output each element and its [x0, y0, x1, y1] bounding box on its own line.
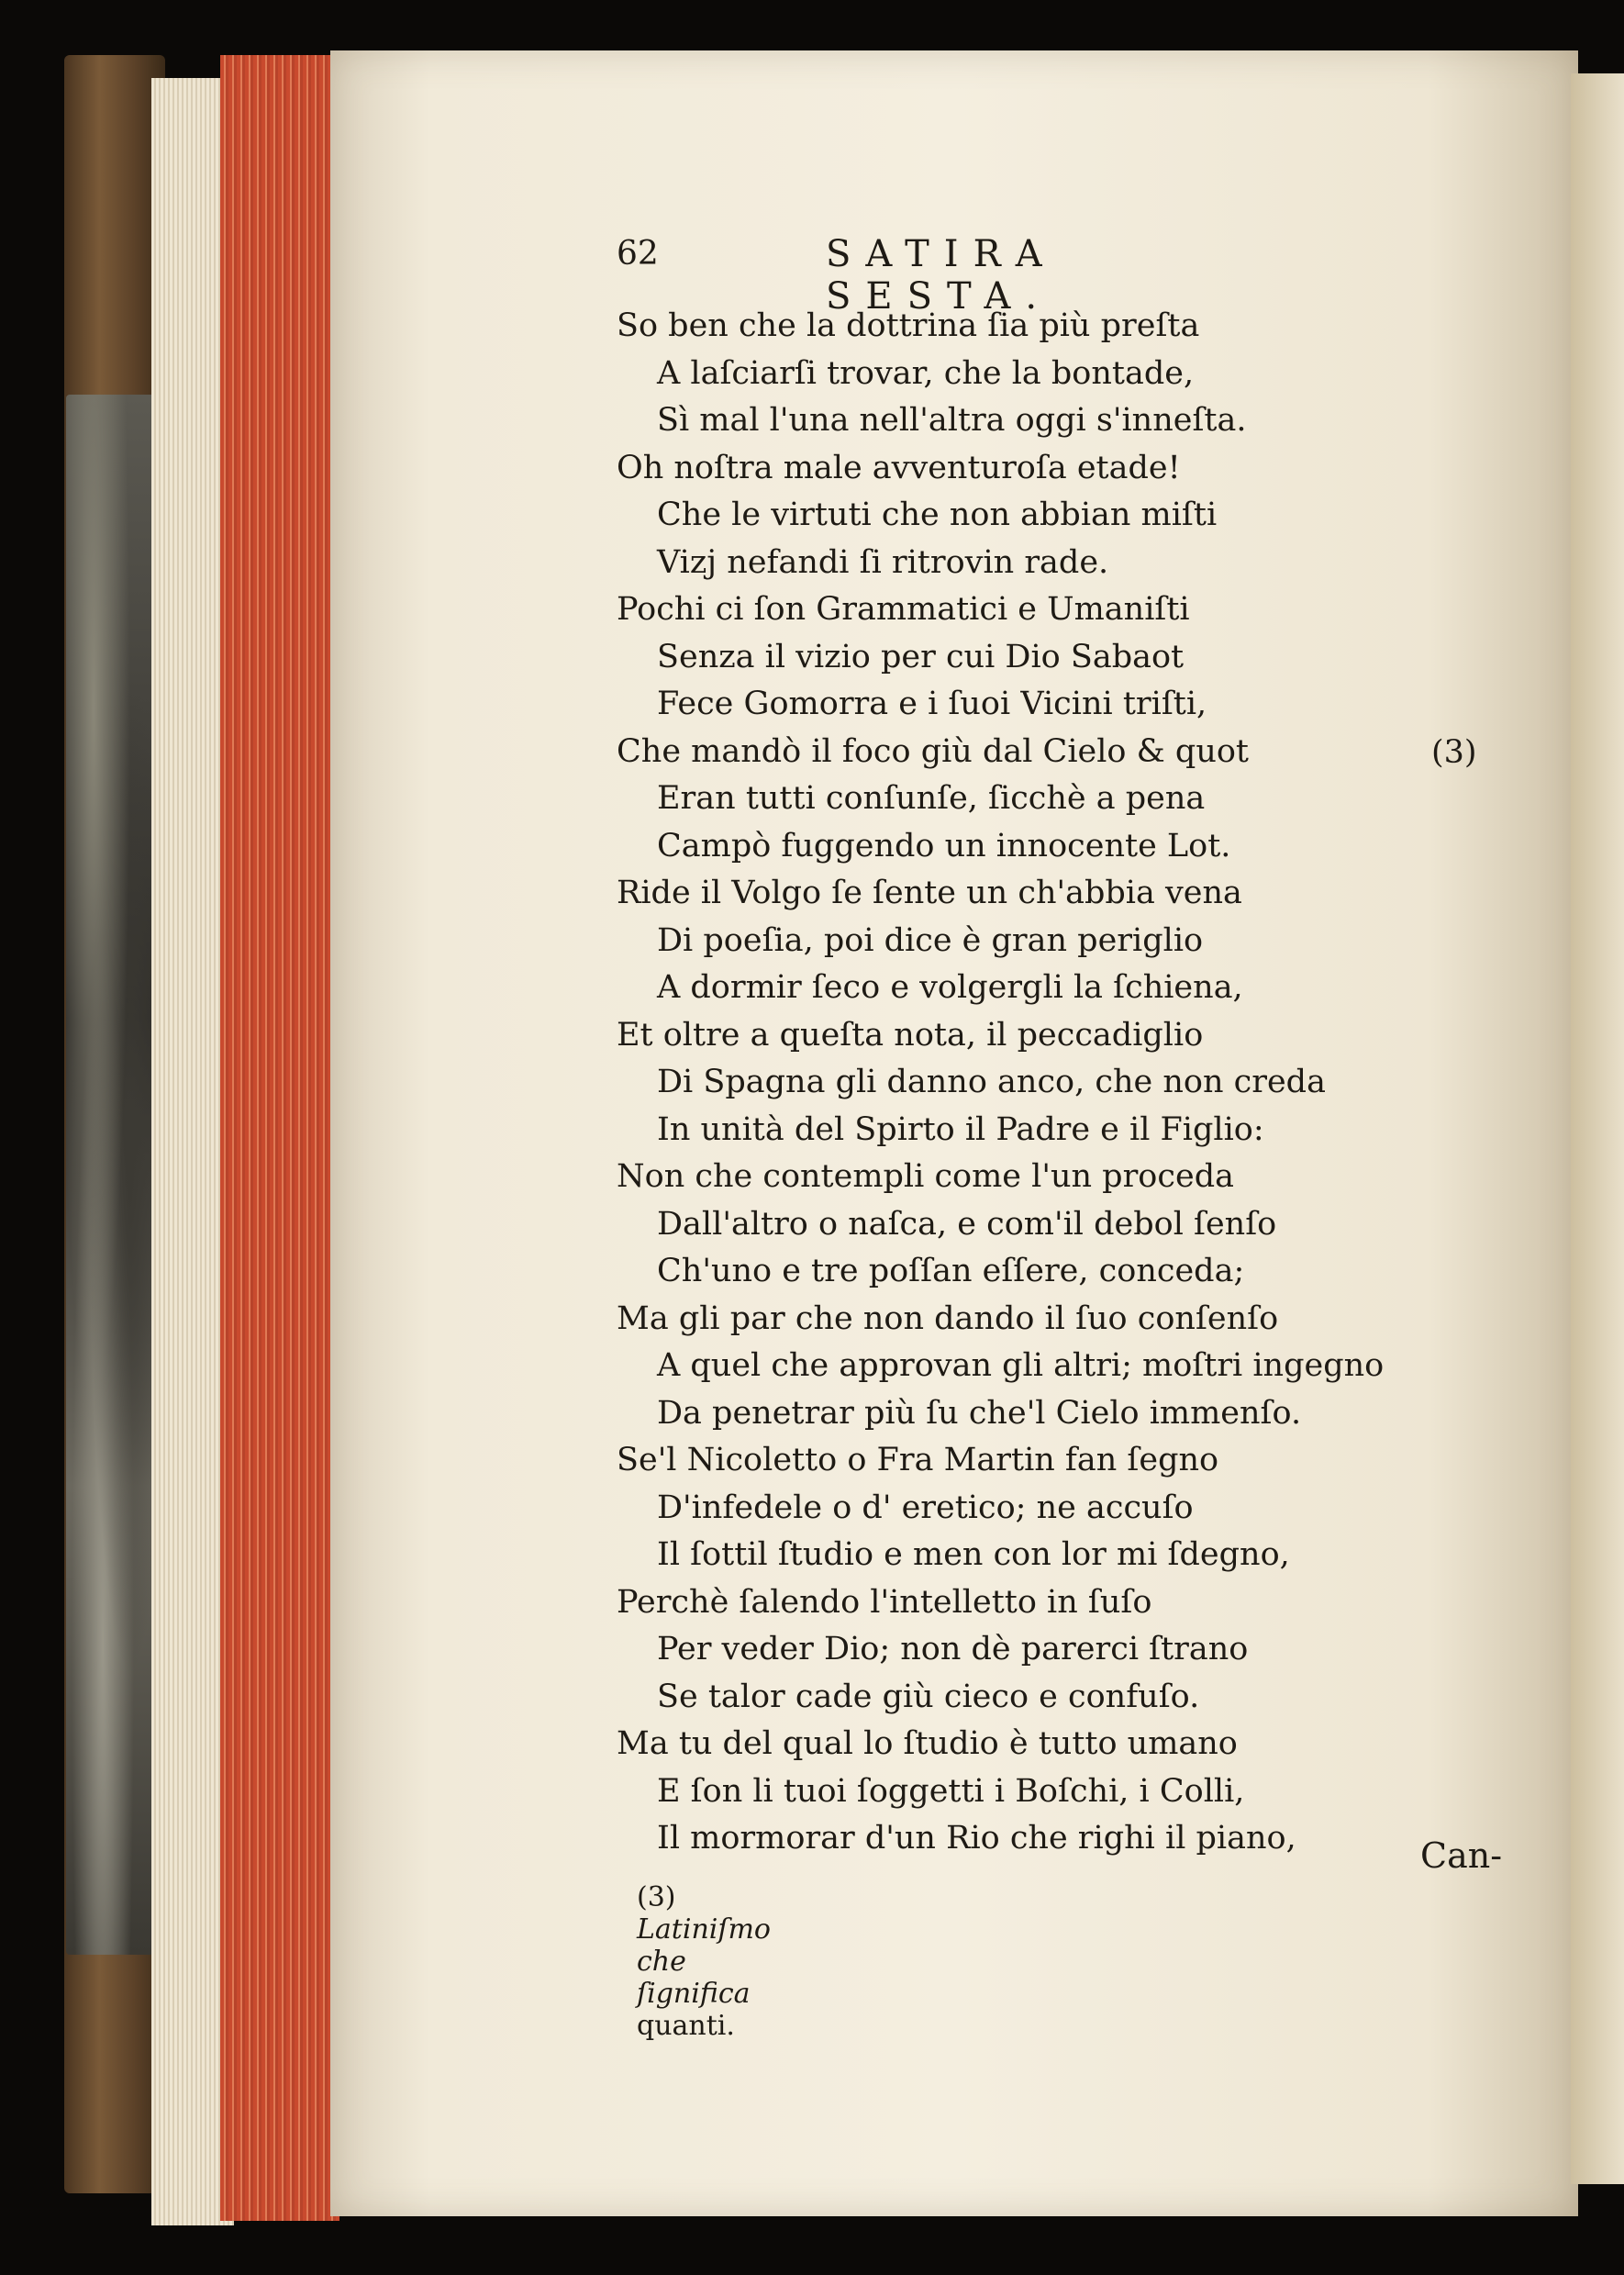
verse-line: Campò fuggendo un innocente Lot.	[657, 828, 1231, 864]
footnote-reference: (3)	[1431, 734, 1477, 771]
verse-line: Il ſottil ſtudio e men con lor mi ſdegno,	[657, 1536, 1290, 1573]
red-page-edges	[220, 55, 339, 2221]
verse-line: Non che contempli come l'un proceda	[617, 1158, 1234, 1195]
running-title: SATIRA SESTA.	[826, 233, 1057, 318]
verse-line: Che mandò il foco giù dal Cielo & quot	[617, 733, 1249, 770]
verse-line: Vizj nefandi ſi ritrovin rade.	[657, 544, 1109, 581]
verse-line: Perchè ſalendo l'intelletto in ſuſo	[617, 1584, 1152, 1621]
verse-line: A laſciarſi trovar, che la bontade,	[657, 355, 1195, 392]
verse-line: Ch'uno e tre poſſan eſſere, conceda;	[657, 1253, 1245, 1289]
verse-line: Dall'altro o naſca, e com'il debol ſenſo	[657, 1206, 1277, 1243]
verse-line: Di Spagna gli danno anco, che non creda	[657, 1064, 1326, 1100]
verse-line: Da penetrar più ſu che'l Cielo immenſo.	[657, 1395, 1302, 1432]
verse-line: Fece Gomorra e i ſuoi Vicini triſti,	[657, 686, 1207, 722]
verse-line: A dormir ſeco e volgergli la ſchiena,	[657, 969, 1243, 1006]
verse-line: Ma gli par che non dando il ſuo conſenſo	[617, 1300, 1279, 1337]
verse-line: Se talor cade giù cieco e confuſo.	[657, 1678, 1200, 1715]
footnote-marker: (3)	[637, 1881, 676, 1913]
page-number: 62	[617, 235, 659, 273]
verse-line: Il mormorar d'un Rio che righi il piano,	[657, 1820, 1296, 1857]
verse-line: D'infedele o d' eretico; ne accuſo	[657, 1489, 1194, 1526]
verse-line: Ma tu del qual lo ſtudio è tutto umano	[617, 1725, 1238, 1762]
verse-line: Che le virtuti che non abbian miſti	[657, 496, 1218, 533]
catchword: Can-	[1420, 1835, 1503, 1876]
verse-line: Eran tutti conſunſe, ſicchè a pena	[657, 780, 1206, 817]
footnote-roman: quanti.	[637, 2010, 735, 2042]
footnote-italic: Latiniſmo che ſignifica	[637, 1913, 771, 2010]
marbled-board	[66, 395, 158, 1955]
verse-line: Sì mal l'una nell'altra oggi s'inneſta.	[657, 402, 1247, 439]
facing-page-edge	[1571, 73, 1624, 2184]
verse-line: Ride il Volgo ſe ſente un ch'abbia vena	[617, 875, 1242, 911]
verse-line: A quel che approvan gli altri; moſtri ingegno	[657, 1347, 1385, 1384]
verse-line: Se'l Nicoletto o Fra Martin fan ſegno	[617, 1442, 1219, 1478]
verse-line: So ben che la dottrina ſia più preſta	[617, 307, 1200, 344]
verse-line: E ſon li tuoi ſoggetti i Boſchi, i Colli,	[657, 1773, 1245, 1810]
footnote	[637, 1881, 771, 2042]
verse-line: Pochi ci ſon Grammatici e Umaniſti	[617, 591, 1190, 628]
verse-line: Di poeſia, poi dice è gran periglio	[657, 922, 1204, 959]
verse-line: Et oltre a queſta nota, il peccadiglio	[617, 1017, 1204, 1054]
verse-line: Senza il vizio per cui Dio Sabaot	[657, 639, 1185, 675]
verse-line: Per veder Dio; non dè parerci ſtrano	[657, 1631, 1249, 1667]
verse-line: In unità del Spirto il Padre e il Figlio:	[657, 1111, 1264, 1148]
verse-line: Oh noſtra male avventuroſa etade!	[617, 450, 1181, 486]
